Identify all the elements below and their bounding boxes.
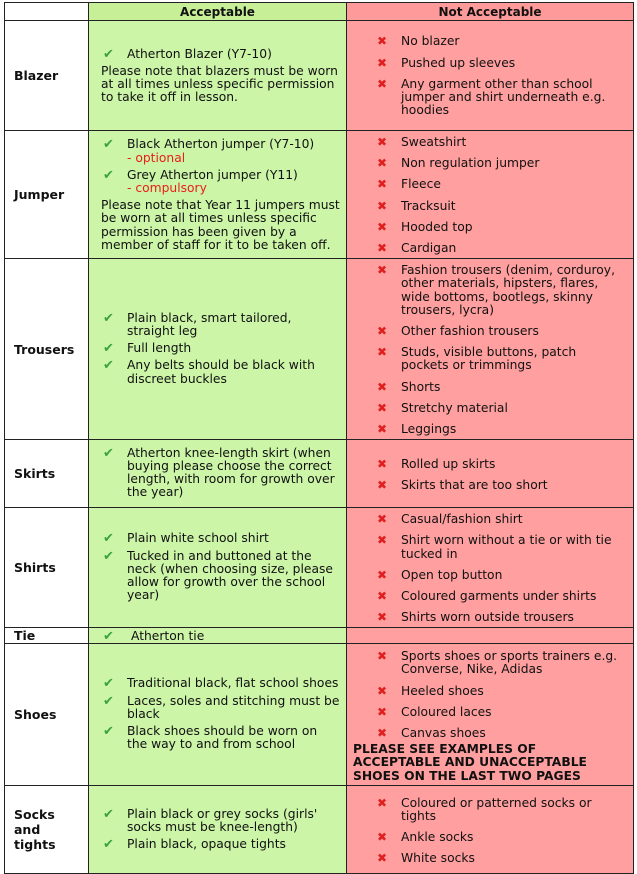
list-item: ✔ Plain white school shirt xyxy=(103,531,269,547)
list-item: ✖ No blazer xyxy=(377,34,460,49)
list-item: ✖ Non regulation jumper xyxy=(377,156,540,171)
cross-icon: ✖ xyxy=(377,422,388,437)
cross-icon: ✖ xyxy=(377,198,388,213)
row-label-tie: Tie xyxy=(5,628,89,644)
list-item: ✖ Coloured laces xyxy=(377,704,492,719)
list-item: ✖ Fleece xyxy=(377,177,441,192)
header-not-acceptable: Not Acceptable xyxy=(347,3,634,21)
list-item: ✖ Fashion trousers (denim, corduroy, other materials, hipsters, flares, wide bottoms, bootlegs, skinny trousers, lycra) xyxy=(377,263,615,317)
tick-icon: ✔ xyxy=(103,806,114,822)
cross-icon: ✖ xyxy=(377,533,388,548)
tick-icon: ✔ xyxy=(103,693,114,709)
row-tie xyxy=(5,628,634,644)
list-item: ✖ Leggings xyxy=(377,422,457,437)
cross-icon: ✖ xyxy=(377,135,388,149)
acceptable-cell-jumper xyxy=(89,131,347,259)
list-item: ✖ Sweatshirt xyxy=(377,135,467,149)
compulsory-tag: - compulsory xyxy=(127,180,207,195)
row-label-skirts: Skirts xyxy=(5,440,89,508)
cross-icon: ✖ xyxy=(377,345,388,360)
cross-icon: ✖ xyxy=(377,177,388,192)
not-acceptable-cell-trousers xyxy=(347,259,634,440)
list-item: ✔ Plain black, opaque tights xyxy=(103,837,286,853)
row-shirts xyxy=(5,508,634,628)
list-item: ✖ Heeled shoes xyxy=(377,683,484,698)
list-item: ✖ Skirts that are too short xyxy=(377,477,548,492)
not-acceptable-cell-shoes xyxy=(347,644,634,786)
list-item: ✖ Sports shoes or sports trainers e.g. Converse, Nike, Adidas xyxy=(377,649,618,677)
cross-icon: ✖ xyxy=(377,55,388,70)
blazer-note: Please note that blazers must be worn at all times unless specific permission to take it off in lesson. xyxy=(101,63,338,105)
cross-icon: ✖ xyxy=(377,567,388,582)
list-item: ✖ Hooded top xyxy=(377,219,473,234)
list-item: ✖ Pushed up sleeves xyxy=(377,55,516,70)
list-item: ✔ Traditional black, flat school shoes xyxy=(103,676,339,692)
list-item: ✔ Grey Atherton jumper (Y11) - compulsory xyxy=(103,167,298,195)
cross-icon: ✖ xyxy=(377,477,388,492)
header-blank-cell xyxy=(5,3,89,21)
cross-icon: ✖ xyxy=(377,725,388,740)
list-item: ✔ Atherton Blazer (Y7-10) xyxy=(103,46,272,62)
jumper-note: Please note that Year 11 jumpers must be worn at all times unless specific permission has been given by a member of staff for it to be taken off. xyxy=(101,198,340,252)
list-item: ✖ Casual/fashion shirt xyxy=(377,512,523,527)
uniform-policy-table xyxy=(4,2,634,874)
acceptable-cell-shirts xyxy=(89,508,347,628)
acceptable-cell-trousers xyxy=(89,259,347,440)
acceptable-cell-shoes xyxy=(89,644,347,786)
tick-icon: ✔ xyxy=(103,310,114,326)
tick-icon: ✔ xyxy=(103,676,114,692)
not-acceptable-cell-shirts xyxy=(347,508,634,628)
acceptable-cell-socks xyxy=(89,786,347,874)
list-item: ✖ Cardigan xyxy=(377,241,457,256)
list-item: ✔ Atherton knee-length skirt (when buying please choose the correct length, with room for growth over the year) xyxy=(103,445,335,500)
list-item: ✔ Plain black, smart tailored, straight leg xyxy=(103,310,292,338)
row-jumper xyxy=(5,131,634,259)
list-item: ✖ Other fashion trousers xyxy=(377,324,539,339)
cross-icon: ✖ xyxy=(377,219,388,234)
acceptable-cell-skirts xyxy=(89,440,347,508)
tick-icon: ✔ xyxy=(103,358,114,374)
cross-icon: ✖ xyxy=(377,324,388,339)
cross-icon: ✖ xyxy=(377,156,388,171)
cross-icon: ✖ xyxy=(377,34,388,49)
shoes-examples-note: PLEASE SEE EXAMPLES OF ACCEPTABLE AND UNACCEPTABLE SHOES ON THE LAST TWO PAGES xyxy=(353,742,587,783)
tick-icon: ✔ xyxy=(103,445,114,461)
tick-icon: ✔ xyxy=(103,46,114,62)
tick-icon: ✔ xyxy=(103,531,114,547)
row-label-blazer: Blazer xyxy=(5,21,89,131)
list-item: ✔ Black Atherton jumper (Y7-10) - optional xyxy=(103,137,315,165)
cross-icon: ✖ xyxy=(377,456,388,471)
cross-icon: ✖ xyxy=(377,795,388,810)
not-acceptable-cell-skirts xyxy=(347,440,634,508)
row-label-trousers: Trousers xyxy=(5,259,89,440)
not-acceptable-cell-blazer xyxy=(347,21,634,131)
row-shoes xyxy=(5,644,634,786)
row-trousers xyxy=(5,259,634,440)
tick-icon: ✔ xyxy=(103,724,114,740)
cross-icon: ✖ xyxy=(377,379,388,394)
tick-icon: ✔ xyxy=(103,341,114,357)
tick-icon: ✔ xyxy=(103,548,114,564)
list-item: ✖ Stretchy material xyxy=(377,400,508,415)
list-item: ✖ Ankle socks xyxy=(377,829,474,844)
list-item: ✖ Studs, visible buttons, patch pockets or trimmings xyxy=(377,345,577,373)
list-item: ✖ Shirts worn outside trousers xyxy=(377,610,574,625)
list-item: ✖ Coloured garments under shirts xyxy=(377,589,597,604)
cross-icon: ✖ xyxy=(377,649,388,664)
cross-icon: ✖ xyxy=(377,610,388,625)
cross-icon: ✖ xyxy=(377,241,388,256)
header-acceptable: Acceptable xyxy=(89,3,347,21)
list-item: ✖ Open top button xyxy=(377,567,503,582)
list-item: ✔ Tucked in and buttoned at the neck (when choosing size, please allow for growth over the school year) xyxy=(103,548,333,603)
tick-icon: ✔ xyxy=(103,137,114,153)
optional-tag: - optional xyxy=(127,150,186,165)
list-item: ✔ Laces, soles and stitching must be black xyxy=(103,693,340,721)
list-item: ✔ Plain black or grey socks (girls' socks must be knee-length) xyxy=(103,806,318,834)
list-item: ✖ Rolled up skirts xyxy=(377,456,496,471)
cross-icon: ✖ xyxy=(377,704,388,719)
tick-icon: ✔ xyxy=(103,167,114,183)
cross-icon: ✖ xyxy=(377,683,388,698)
cross-icon: ✖ xyxy=(377,263,388,278)
cross-icon: ✖ xyxy=(377,851,388,866)
acceptable-cell-blazer xyxy=(89,21,347,131)
list-item: ✔ Any belts should be black with discreet buckles xyxy=(103,358,315,386)
list-item: ✔ Full length xyxy=(103,341,192,357)
list-item: ✖ Canvas shoes xyxy=(377,725,486,740)
list-item: ✖ Shorts xyxy=(377,379,441,394)
list-item: ✖ White socks xyxy=(377,851,475,866)
row-skirts xyxy=(5,440,634,508)
cross-icon: ✖ xyxy=(377,76,388,91)
list-item: ✖ Any garment other than school jumper and shirt underneath e.g. hoodies xyxy=(377,76,606,118)
not-acceptable-cell-jumper xyxy=(347,131,634,259)
row-blazer xyxy=(5,21,634,131)
cross-icon: ✖ xyxy=(377,829,388,844)
list-item: ✔ Black shoes should be worn on the way to and from school xyxy=(103,724,318,752)
not-acceptable-cell-socks xyxy=(347,786,634,874)
row-label-shoes: Shoes xyxy=(5,644,89,786)
cross-icon: ✖ xyxy=(377,400,388,415)
list-item: ✖ Coloured or patterned socks or tights xyxy=(377,795,592,823)
row-socks-and-tights xyxy=(5,786,634,874)
cross-icon: ✖ xyxy=(377,589,388,604)
list-item: ✖ Tracksuit xyxy=(377,198,456,213)
list-item: ✖ Shirt worn without a tie or with tie tucked in xyxy=(377,533,612,561)
row-label-shirts: Shirts xyxy=(5,508,89,628)
row-label-jumper: Jumper xyxy=(5,131,89,259)
not-acceptable-cell-tie xyxy=(347,628,634,644)
tick-icon: ✔ xyxy=(103,628,114,644)
cross-icon: ✖ xyxy=(377,512,388,527)
acceptable-cell-tie xyxy=(89,628,347,644)
list-item: ✔ Atherton tie xyxy=(103,628,205,644)
row-label-socks-and-tights: Socks and tights xyxy=(5,786,89,874)
tick-icon: ✔ xyxy=(103,837,114,853)
header-row xyxy=(5,3,634,21)
